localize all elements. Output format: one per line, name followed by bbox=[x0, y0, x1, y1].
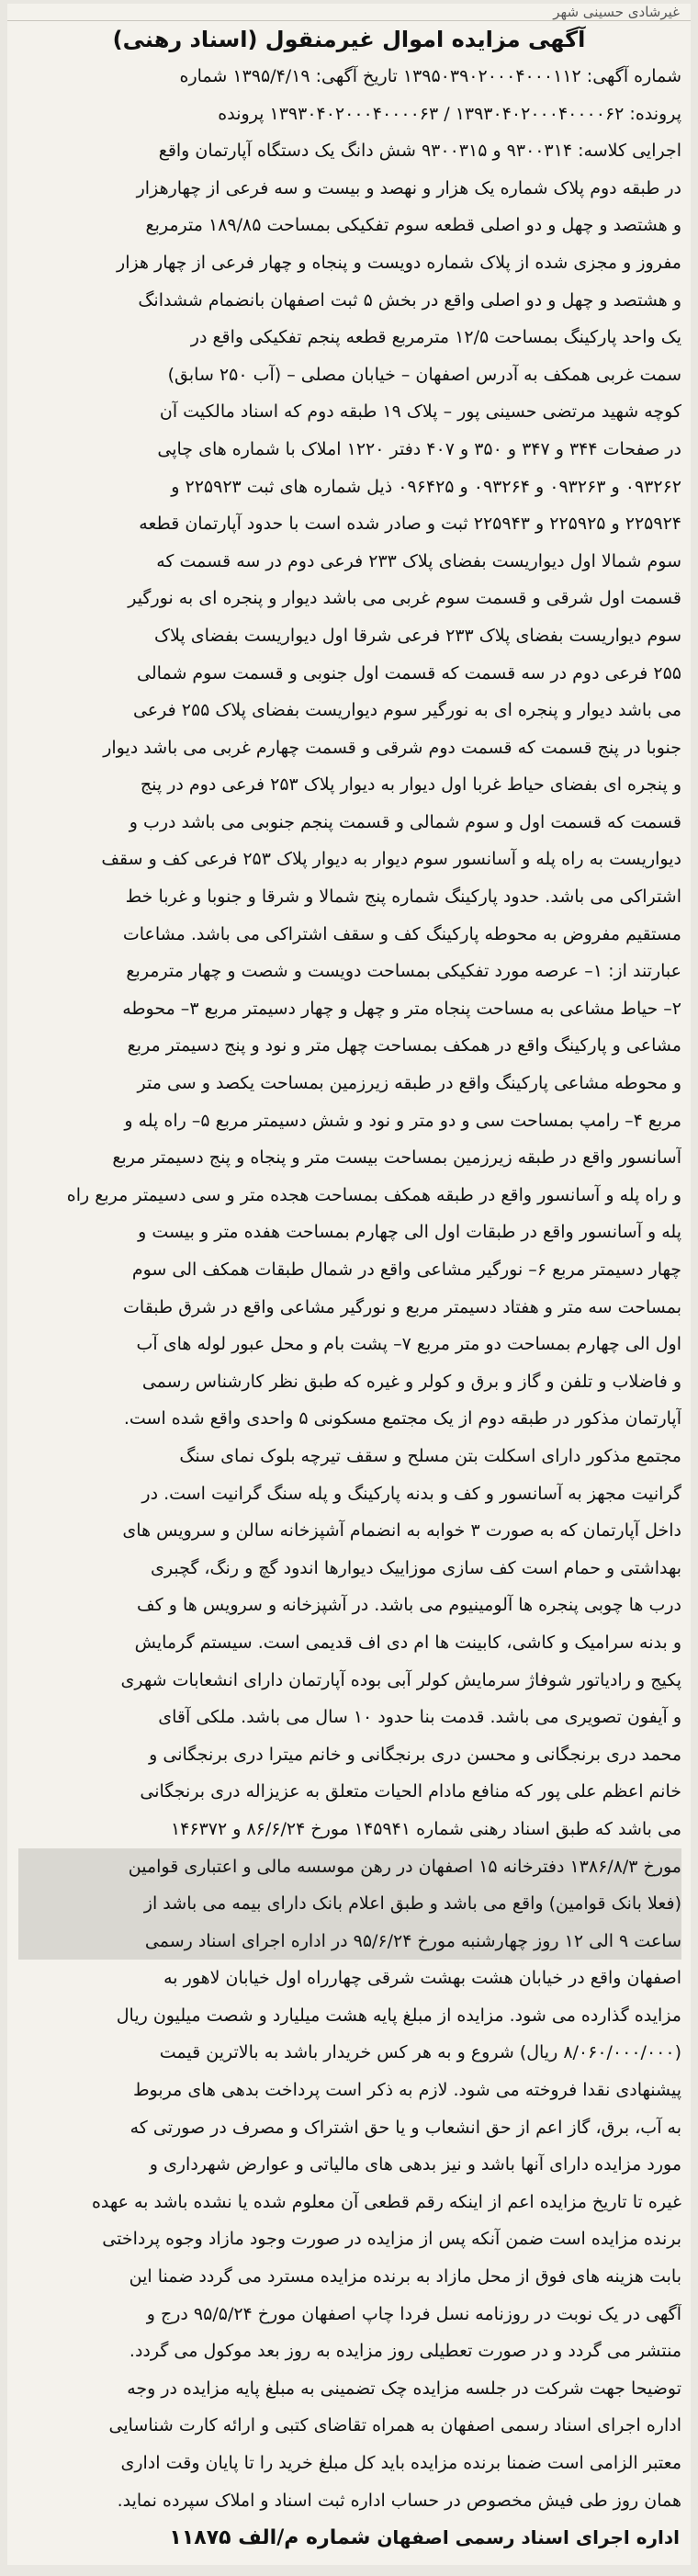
body-line: و هشتصد و چهل و دو اصلی واقع در بخش ۵ ثبت اصفهان بانضمام ششدانگ bbox=[138, 289, 681, 311]
body-line: آگهی در یک نوبت در روزنامه نسل فردا چاپ اصفهان مورخ ۹۵/۵/۲۴ درج و bbox=[146, 2303, 681, 2324]
body-line: قسمت که قسمت اول و سوم شمالی و قسمت پنجم جنوبی می باشد درب و bbox=[129, 811, 681, 832]
top-cut-text: غیرشادی حسینی شهر bbox=[7, 4, 691, 21]
body-line: و آیفون تصویری می باشد. قدمت بنا حدود ۱۰ سال می باشد. ملکی آقای bbox=[158, 1707, 681, 1728]
body-line: و پنجره ای بفضای حیاط غربا اول دیوار به دیوار پلاک ۲۵۳ فرعی دوم در پنج bbox=[140, 774, 681, 796]
body-line: و محوطه مشاعی پارکینگ واقع در طبقه زیرزمین بمساحت یکصد و سی متر bbox=[137, 1073, 681, 1094]
body-line: مورد مزایده دارای آنها باشد و نیز بدهی های مالیاتی و عوارض شهرداری و bbox=[149, 2154, 681, 2175]
body-line: عبارتند از: ۱– عرصه مورد تفکیکی بمساحت دویست و شصت و چهار مترمربع bbox=[126, 961, 681, 982]
body-line: آسانسور واقع در طبقه زیرزمین بمساحت بیست متر و پنجاه و پنج دسیمتر مربع bbox=[112, 1147, 681, 1169]
body-line: خانم اعظم علی پور که منافع مادام الحیات متعلق به عزیزاله دری برنجگانی bbox=[140, 1781, 681, 1802]
body-line: قسمت اول شرقی و قسمت سوم غربی می باشد دیوار و پنجره ای به نورگیر bbox=[128, 588, 681, 609]
body-line: (فعلا بانک قوامین) واقع می باشد و طبق اعلام بانک دارای بیمه می باشد از bbox=[18, 1885, 681, 1923]
body-line: مزایده گذارده می شود. مزایده از مبلغ پایه هشت میلیارد و شصت میلیون ریال bbox=[116, 2005, 681, 2026]
body-line: ۲– حیاط مشاعی به مساحت پنجاه متر و چهل و چهار دسیمتر مربع ۳– محوطه bbox=[122, 998, 681, 1019]
body-line: مشاعی و پارکینگ واقع در همکف بمساحت چهل متر و نود و پنج دسیمتر مربع bbox=[127, 1035, 681, 1056]
body-line: داخل آپارتمان که به صورت ۳ خوابه به انضمام آشپزخانه سالن و سرویس های bbox=[122, 1520, 681, 1542]
body-line: گرانیت مجهز به آسانسور و کف و بدنه پارکینگ و پله سنگ گرانیت است. در bbox=[141, 1483, 681, 1504]
body-line: یک واحد پارکینگ بمساحت ۱۲/۵ مترمربع قطعه پنجم تفکیکی واقع در bbox=[190, 327, 681, 348]
notice-footer bbox=[7, 2519, 691, 2557]
body-line: ۲۵۵ فرعی دوم در سه قسمت که قسمت اول جنوبی و قسمت سوم شمالی bbox=[137, 662, 681, 684]
body-line: ۲۲۵۹۲۴ و ۲۲۵۹۲۵ و ۲۲۵۹۴۳ ثبت و صادر شده است با حدود آپارتمان قطعه bbox=[139, 514, 681, 535]
body-line: غیره تا تاریخ مزایده اعم از اینکه رقم قطعی آن معلوم شده یا نشده باشد به عهده bbox=[91, 2191, 681, 2212]
body-line: اداره اجرای اسناد رسمی اصفهان به همراه تقاضای کتبی و ارائه کارت شناسایی bbox=[108, 2415, 681, 2436]
notice-title: آگهی مزایده اموال غیرمنقول (اسناد رهنی) bbox=[112, 27, 586, 52]
body-line: پرونده: ۱۳۹۳۰۴۰۲۰۰۰۴۰۰۰۰۶۲ / ۱۳۹۳۰۴۰۲۰۰۰۴۰۰۰۰۶۳ پرونده bbox=[218, 103, 681, 124]
body-line: اصفهان واقع در خیابان هشت بهشت شرقی چهارراه اول خیابان لاهور به bbox=[163, 1968, 681, 1989]
body-line: جنوبا در پنج قسمت که قسمت دوم شرقی و قسمت چهارم غربی می باشد دیوار bbox=[103, 737, 681, 758]
notice-body bbox=[7, 58, 691, 2519]
body-line: پکیج و رادیاتور شوفاژ سرمایش کولر آبی بوده آپارتمان دارای انشعابات شهری bbox=[120, 1669, 681, 1690]
body-line: ۰۹۳۲۶۲ و ۰۹۳۲۶۳ و ۰۹۳۲۶۴ و ۰۹۶۴۲۵ ذیل شماره های ثبت ۲۲۵۹۲۳ و bbox=[171, 476, 681, 497]
body-line: شماره آگهی: ۱۳۹۵۰۳۹۰۲۰۰۰۴۰۰۰۱۱۲ تاریخ آگهی: ۱۳۹۵/۴/۱۹ شماره bbox=[179, 66, 681, 86]
body-line: منتشر می گردد و در صورت تعطیلی روز مزایده به روز بعد موکول می گردد. bbox=[129, 2341, 681, 2362]
body-line: اول الی چهارم بمساحت دو متر مربع ۷– پشت بام و محل عبور لوله های آب bbox=[136, 1334, 681, 1355]
body-line: و راه پله و آسانسور واقع در طبقه همکف بمساحت هجده متر و سی دسیمتر مربع راه bbox=[66, 1184, 681, 1205]
body-line: مجتمع مذکور دارای اسکلت بتن مسلح و سقف تیرچه بلوک نمای سنگ bbox=[179, 1445, 681, 1466]
body-line: کوچه شهید مرتضی حسینی پور – پلاک ۱۹ طبقه دوم که اسناد مالکیت آن bbox=[159, 401, 681, 423]
notice-number: شماره م/الف ۱۱۸۷۵ bbox=[169, 2526, 371, 2550]
body-line: ساعت ۹ الی ۱۲ روز چهارشنبه مورخ ۹۵/۶/۲۴ در اداره اجرای اسناد رسمی bbox=[18, 1923, 681, 1960]
body-line: توضیحا جهت شرکت در جلسه مزایده چک تضمینی به مبلغ پایه مزایده در وجه bbox=[127, 2378, 681, 2399]
body-line: سوم دیواریست بفضای پلاک ۲۳۳ فرعی شرقا اول دیواریست بفضای پلاک bbox=[154, 625, 681, 646]
body-line: مورخ ۱۳۸۶/۸/۳ دفترخانه ۱۵ اصفهان در رهن موسسه مالی و اعتباری قوامین bbox=[18, 1848, 681, 1886]
body-line: و فاضلاب و تلفن و گاز و برق و کولر و غیره که طبق نظر کارشناس رسمی bbox=[141, 1371, 681, 1392]
body-line: محمد دری برنجگانی و محسن دری برنجگانی و خانم میترا دری برنجگانی و bbox=[149, 1744, 681, 1765]
body-line: اشتراکی می باشد. حدود پارکینگ شماره پنج شمالا و شرقا و جنوبا و غربا خط bbox=[125, 887, 681, 908]
body-line: در صفحات ۳۴۴ و ۳۴۷ و ۳۵۰ و ۴۰۷ دفتر ۱۲۲۰ املاک با شماره های چاپی bbox=[157, 438, 681, 459]
issuer-name: اداره اجرای اسناد رسمی اصفهان bbox=[377, 2526, 680, 2549]
body-line: همان روز طی فیش مخصوص در حساب اداره ثبت اسناد و املاک سپرده نماید. bbox=[117, 2490, 681, 2511]
body-line: در طبقه دوم پلاک شماره یک هزار و نهصد و بیست و سه فرعی از چهارهزار bbox=[136, 177, 681, 198]
body-line: بمساحت سه متر و هفتاد دسیمتر مربع و نورگیر مشاعی واقع در شرق طبقات bbox=[123, 1296, 681, 1317]
body-line: و هشتصد و چهل و دو اصلی قطعه سوم تفکیکی بمساحت ۱۸۹/۸۵ مترمربع bbox=[145, 215, 681, 236]
body-line: معتبر الزامی است ضمنا برنده مزایده باید کل مبلغ خرید را تا پایان وقت اداری bbox=[120, 2453, 681, 2473]
body-line: بابت هزینه های فوق از محل مازاد به برنده مزایده مسترد می گردد ضمنا این bbox=[129, 2266, 681, 2288]
body-line: سوم شمالا اول دیواریست بفضای پلاک ۲۳۳ فرعی دوم در سه قسمت که bbox=[156, 550, 681, 571]
body-line: می باشد که طبق اسناد رهنی شماره ۱۴۵۹۴۱ مورخ ۸۶/۶/۲۴ و ۱۴۶۳۷۲ bbox=[170, 1818, 681, 1839]
body-line: بهداشتی و حمام است کف سازی موزاییک دیوارها اندود گچ و رنگ، گچبری bbox=[150, 1557, 681, 1578]
body-line: مفروز و مجزی شده از پلاک شماره دویست و پنجاه و چهار فرعی از چهار هزار bbox=[117, 252, 681, 273]
body-line: و بدنه سرامیک و کاشی، کابینت ها ام دی اف قدیمی است. سیستم گرمایش bbox=[134, 1632, 681, 1653]
body-line: (۸/۰۶۰/۰۰۰/۰۰۰ ریال) شروع و به هر کس خریدار باشد به بالاترین قیمت bbox=[159, 2042, 681, 2063]
body-line: به آب، برق، گاز اعم از حق انشعاب و یا حق اشتراک و مصرف در صورتی که bbox=[129, 2117, 681, 2138]
body-line: پله و آسانسور واقع در طبقات اول الی چهارم بمساحت هفده متر و بیست و bbox=[138, 1222, 681, 1243]
body-line: اجرایی کلاسه: ۹۳۰۰۳۱۴ و ۹۳۰۰۳۱۵ شش دانگ یک دستگاه آپارتمان واقع bbox=[158, 141, 681, 162]
body-line: برنده مزایده است ضمن آنکه پس از مزایده در صورت وجود مازاد وجوه پرداختی bbox=[102, 2229, 681, 2250]
body-line: چهار دسیمتر مربع ۶– نورگیر مشاعی واقع در شمال طبقات همکف الی سوم bbox=[131, 1260, 681, 1280]
body-line: سمت غربی همکف به آدرس اصفهان – خیابان مصلی – (آب ۲۵۰ سابق) bbox=[167, 364, 681, 385]
body-line: پیشنهادی نقدا فروخته می شود. لازم به ذکر است پرداخت بدهی های مربوط bbox=[132, 2080, 681, 2101]
body-line: مستقیم مفروض به محوطه پارکینگ کف و سقف اشتراکی می باشد. مشاعات bbox=[122, 923, 681, 944]
body-line: دیواریست به راه پله و آسانسور سوم دیوار به دیوار پلاک ۲۵۳ فرعی کف و سقف bbox=[101, 849, 681, 870]
newspaper-clipping bbox=[7, 4, 691, 2565]
body-line: درب ها چوبی پنجره ها آلومینیوم می باشد. در آشپزخانه و سرویس ها و کف bbox=[137, 1595, 681, 1616]
body-line: آپارتمان مذکور در طبقه دوم از یک مجتمع مسکونی ۵ واحدی واقع شده است. bbox=[123, 1408, 681, 1429]
body-line: می باشد دیوار و پنجره ای به نورگیر سوم دیواریست بفضای پلاک ۲۵۵ فرعی bbox=[132, 700, 681, 721]
body-line: مربع ۴– رامپ بمساحت سی و دو متر و نود و شش دسیمتر مربع ۵– راه پله و bbox=[124, 1110, 681, 1131]
